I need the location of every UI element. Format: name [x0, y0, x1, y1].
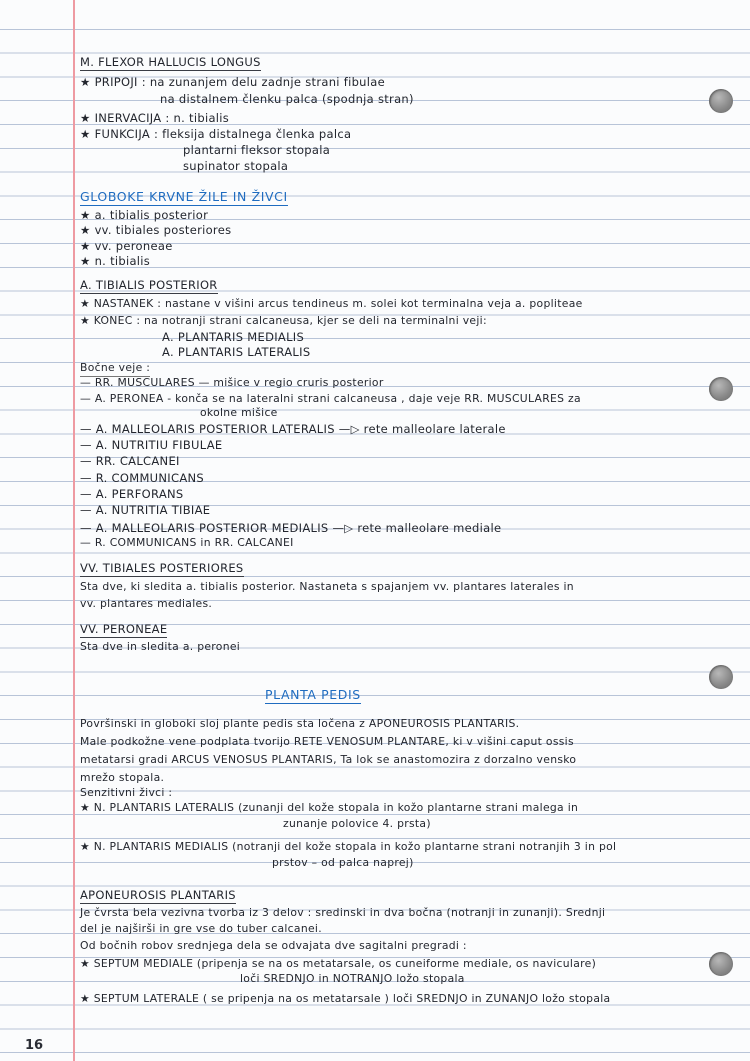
note-line: ★ SEPTUM MEDIALE (pripenja se na os metatarsale, os cuneiforme mediale, os naviculare)	[80, 957, 597, 970]
section-heading: VV. PERONEAE	[80, 622, 168, 636]
note-line: ★ SEPTUM LATERALE ( se pripenja na os metatarsale ) loči SREDNJO in ZUNANJO ložo stopala	[80, 992, 611, 1005]
note-line: plantarni fleksor stopala	[183, 143, 331, 157]
note-line: — RR. MUSCULARES — mišice v regio cruris posterior	[80, 376, 384, 389]
section-heading: APONEUROSIS PLANTARIS	[80, 888, 236, 902]
page-number: 16	[25, 1038, 44, 1053]
note-line: ★ vv. peroneae	[80, 239, 173, 253]
note-line: na distalnem členku palca (spodnja stran)	[160, 92, 414, 106]
note-line: Senzitivni živci :	[80, 786, 173, 799]
note-line: supinator stopala	[183, 159, 289, 173]
note-line: A. PLANTARIS MEDIALIS	[162, 330, 305, 344]
note-line: — A. NUTRITIU FIBULAE	[80, 438, 223, 452]
note-line: — A. PERONEA - konča se na lateralni strani calcaneusa , daje veje RR. MUSCULARES za	[80, 392, 581, 405]
note-line: Male podkožne vene podplata tvorijo RETE VENOSUM PLANTARE, ki v višini caput ossis	[80, 735, 574, 748]
note-line: Sta dve, ki sledita a. tibialis posterior. Nastaneta s spajanjem vv. plantares laterales in	[80, 580, 574, 593]
note-line: ★ NASTANEK : nastane v višini arcus tendineus m. solei kot terminalna veja a. popliteae	[80, 297, 583, 310]
note-line: del je najširši in gre vse do tuber calcanei.	[80, 922, 322, 935]
note-line: — A. MALLEOLARIS POSTERIOR MEDIALIS —▷ rete malleolare mediale	[80, 521, 502, 535]
note-line: A. PLANTARIS LATERALIS	[162, 345, 311, 359]
note-line: — R. COMMUNICANS in RR. CALCANEI	[80, 536, 294, 549]
note-line: — A. PERFORANS	[80, 487, 184, 501]
note-line: — RR. CALCANEI	[80, 454, 180, 468]
section-heading-blue: PLANTA PEDIS	[265, 687, 361, 702]
note-line: zunanje polovice 4. prsta)	[283, 817, 431, 830]
binder-hole-icon	[709, 665, 733, 689]
note-line: Je čvrsta bela vezivna tvorba iz 3 delov : sredinski in dva bočna (notranji in zunanji). Srednji	[80, 906, 606, 919]
note-line: ★ a. tibialis posterior	[80, 208, 209, 222]
note-line: ★ N. PLANTARIS MEDIALIS (notranji del kože stopala in kožo plantarne strani notranjih 3 in pol	[80, 840, 617, 853]
note-line: — A. MALLEOLARIS POSTERIOR LATERALIS —▷ rete malleolare laterale	[80, 422, 506, 436]
note-line: Od bočnih robov srednjega dela se odvajata dve sagitalni pregradi :	[80, 939, 467, 952]
binder-hole-icon	[709, 377, 733, 401]
section-heading: A. TIBIALIS POSTERIOR	[80, 278, 218, 292]
note-line: vv. plantares mediales.	[80, 597, 213, 610]
note-line: ★ INERVACIJA : n. tibialis	[80, 111, 230, 125]
note-line: ★ KONEC : na notranji strani calcaneusa, kjer se deli na terminalni veji:	[80, 314, 487, 327]
note-line: ★ N. PLANTARIS LATERALIS (zunanji del kože stopala in kožo plantarne strani malega in	[80, 801, 579, 814]
note-line: okolne mišice	[200, 406, 278, 419]
note-line: ★ PRIPOJI : na zunanjem delu zadnje strani fibulae	[80, 75, 385, 89]
section-heading: VV. TIBIALES POSTERIORES	[80, 561, 244, 575]
note-line: metatarsi gradi ARCUS VENOSUS PLANTARIS, Ta lok se anastomozira z dorzalno vensko	[80, 753, 577, 766]
note-line: ★ vv. tibiales posteriores	[80, 223, 232, 237]
note-line: — R. COMMUNICANS	[80, 471, 204, 485]
note-line: Sta dve in sledita a. peronei	[80, 640, 241, 653]
note-line: — A. NUTRITIA TIBIAE	[80, 503, 211, 517]
note-line: ★ n. tibialis	[80, 254, 151, 268]
binder-hole-icon	[709, 89, 733, 113]
note-line: ★ FUNKCIJA : fleksija distalnega členka palca	[80, 127, 352, 141]
note-line: loči SREDNJO in NOTRANJO ložo stopala	[240, 972, 465, 985]
note-line: Površinski in globoki sloj plante pedis sta ločena z APONEUROSIS PLANTARIS.	[80, 717, 520, 730]
note-line: mrežo stopala.	[80, 771, 165, 784]
note-line: Bočne veje :	[80, 361, 150, 377]
section-heading: M. FLEXOR HALLUCIS LONGUS	[80, 55, 261, 69]
section-heading-blue: GLOBOKE KRVNE ŽILE IN ŽIVCI	[80, 189, 288, 204]
note-line: prstov – od palca naprej)	[272, 856, 414, 869]
binder-hole-icon	[709, 952, 733, 976]
